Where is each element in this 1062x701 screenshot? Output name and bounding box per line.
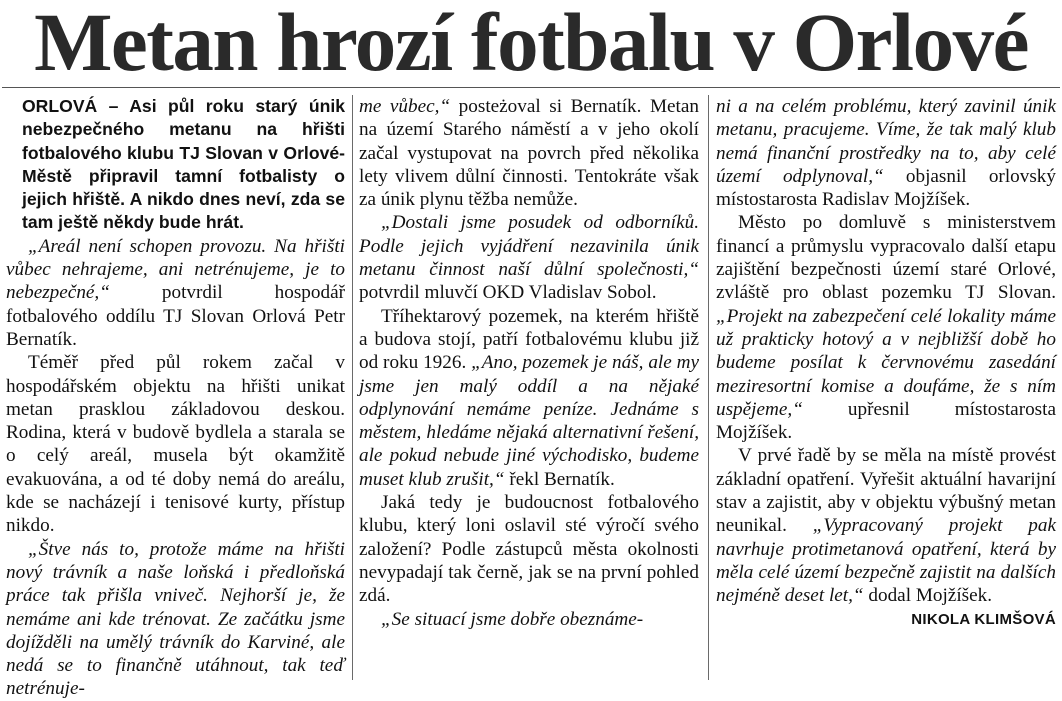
quote: „Areál není schopen provozu. Na hřišti vůbec nehrajeme, ani netrénujeme, je to nebezpečné,“ [6, 235, 345, 304]
quote: me vůbec,“ [359, 96, 451, 117]
paragraph [359, 211, 699, 304]
quote: „Se situací jsme dobře obeznáme- [381, 608, 644, 630]
column-divider [352, 95, 353, 680]
paragraph-text: Tříhektarový pozemek, na kterém hřiště a budova stojí, patří fotbalovému klubu již od roku 1926. [359, 305, 699, 374]
article-column-2 [359, 95, 699, 680]
paragraph-text: posteżoval si Bernatík. Metan na území Starého náměstí a v jeho okolí začal vystupovat na povrch před několika lety vlivem důlní činnosti. Tentokráte však za únik plynu těžba nemůže. [359, 96, 699, 211]
paragraph [716, 95, 1056, 211]
paragraph-text: upřesnil místostarosta Mojžíšek. [716, 398, 1056, 444]
quote: „Dostali jsme posudek od odborníků. Podle jejich vyjádření nezavinila únik metanu činnost naší důlní společnosti,“ [359, 212, 699, 281]
paragraph [6, 235, 345, 351]
headline-rule [2, 87, 1060, 88]
paragraph [716, 444, 1056, 628]
paragraph-text: V prvé řadě by se měla na místě provést základní opatření. Vyřešit aktuální havarijní stav a zajistit, aby v objektu výbušný metan neunikal. [716, 445, 1056, 537]
paragraph [359, 608, 699, 631]
paragraph [359, 95, 699, 211]
quote: „Ano, pozemek je náš, ale my jsme jen malý oddíl a na nějaké odplynování nemáme peníze. Jednáme s městem, hledáme nějaká alternativní řešení, ale pokud nebude jiné východisko, budeme muset klub zrušit,“ [359, 352, 699, 490]
paragraph [6, 538, 345, 701]
quote: „Štve nás to, protože máme na hřišti nový trávník a naše loňská i předloňská práce tak přišla vniveč. Nejhorší je, že nemáme ani kde trénovat. Ze začátku jsme dojížděli na umělý trávník do Karviné, ale nedá se to finančně utáhnout, tak teď netrénuje- [6, 538, 345, 700]
headline: Metan hrozí fotbalu v Orlové [34, 0, 1028, 88]
article-column-1 [6, 95, 345, 700]
paragraph [359, 305, 699, 491]
paragraph-text: potvrdil hospodář fotbalového oddílu TJ Slovan Orlová Petr Bernatík. [6, 282, 345, 350]
author-signature: NIKOLA KLIMŠOVÁ [911, 610, 1056, 628]
paragraph [716, 211, 1056, 444]
paragraph: Jaká tedy je budoucnost fotbalového klubu, který loni oslavil sté výročí svého založení? Podle zástupců města okolnosti nevypadají tak černě, jak se na první pohled zdá. [359, 492, 699, 607]
article-column-3 [716, 95, 1056, 680]
paragraph-text: dodal Mojžíšek. [863, 585, 993, 607]
paragraph-text: řekl Bernatík. [504, 468, 615, 490]
quote: ni a na celém problému, který zavinil únik metanu, pracujeme. Víme, že tak malý klub nemá finanční prostředky na to, aby celé území odplynoval,“ [716, 96, 1056, 187]
column-divider [708, 95, 709, 680]
paragraph-text: Město po domluvě s ministerstvem financí a průmyslu vypracovalo další etapu zajištění bezpečnosti území staré Orlové, zvláště pro oblast pozemku TJ Slovan. [716, 212, 1056, 304]
quote: „Vypracovaný projekt pak navrhuje protimetanová opatření, která by měla celé území bezpečně zajistit na dalších nejméně deset let,“ [716, 515, 1056, 607]
article-lead: ORLOVÁ – Asi půl roku starý únik nebezpečného metanu na hřišti fotbalového klubu TJ Slovan v Orlové-Městě připravil tamní fotbalisty o jejich hřiště. A nikdo dnes neví, zda se tam ještě někdy bude hrát. [22, 96, 345, 233]
quote: „Projekt na zabezpečení celé lokality máme už prakticky hotový a v nejbližší době ho budeme posílat k červnovému zasedání meziresortní komise a doufáme, že s ním uspějeme,“ [716, 305, 1056, 420]
paragraph-text: objasnil orlovský místostarosta Radislav Mojžíšek. [716, 165, 1056, 211]
paragraph-text: potvrdil mluvčí OKD Vladislav Sobol. [359, 282, 657, 304]
paragraph: Téměř před půl rokem začal v hospodářském objektu na hřišti unikat metan prasklou základovou deskou. Rodina, která v budově bydlela a starala se o celý areál, musela být okamžitě evakuována, a od té doby nemá do areálu, kde se nacházejí i tenisové kurty, přístup nikdo. [6, 352, 345, 537]
